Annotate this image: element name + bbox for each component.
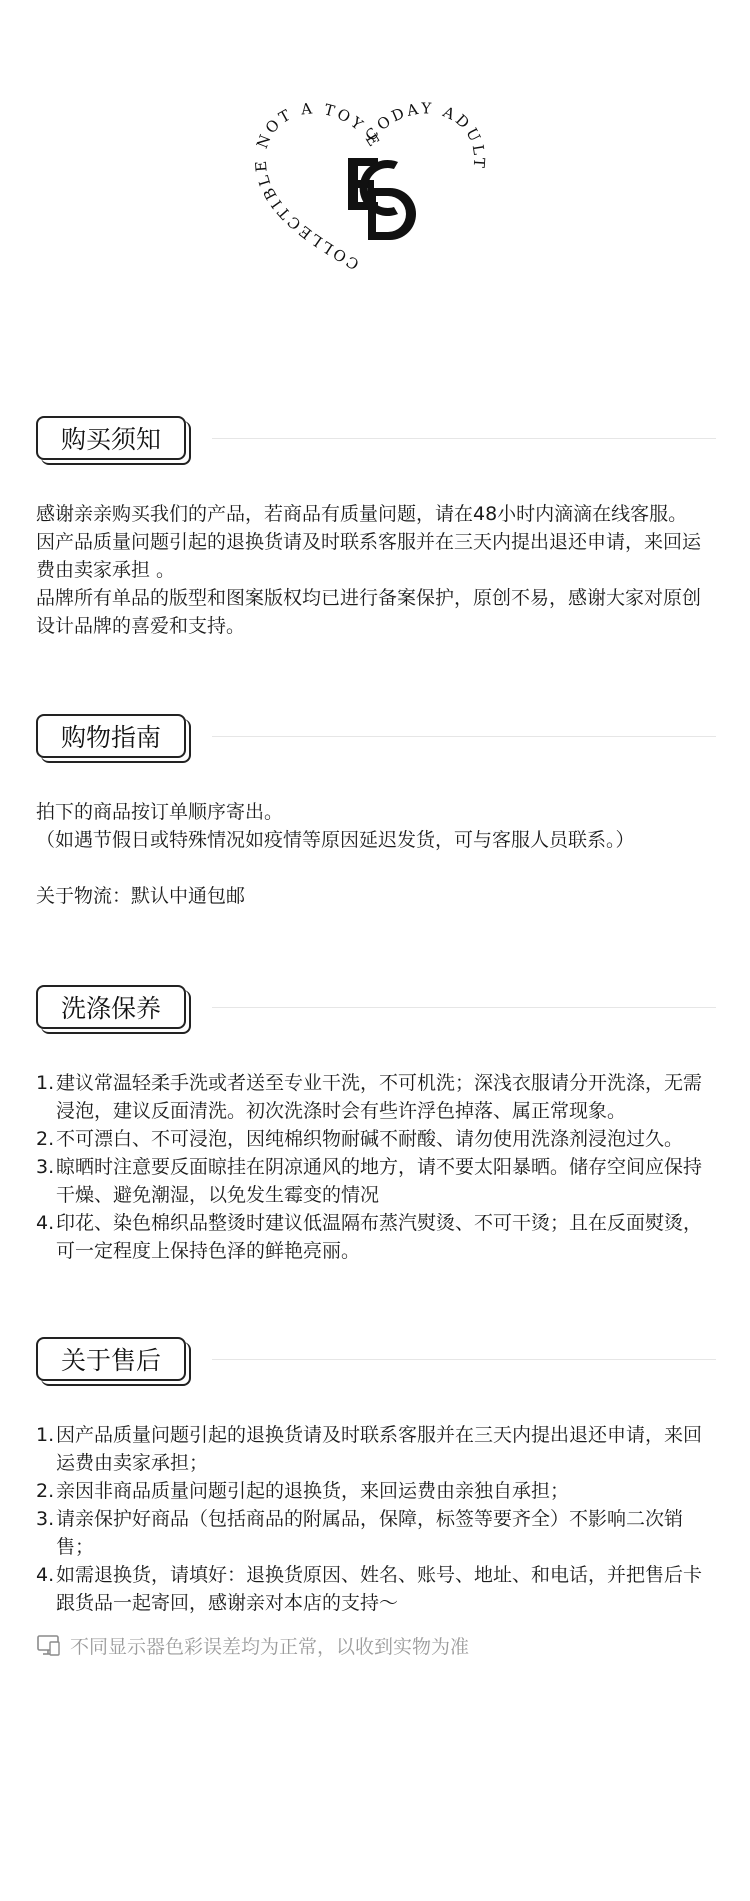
list-item: 2. 亲因非商品质量问题引起的退换货，来回运费由亲独自承担； xyxy=(36,1480,570,1502)
divider xyxy=(212,1007,716,1008)
list-item: 2. 不可漂白、不可浸泡，因纯棉织物耐碱不耐酸、请勿使用洗涤剂浸泡过久。 xyxy=(36,1128,684,1150)
section-body xyxy=(36,1421,716,1617)
list-item: 3. 晾晒时注意要反面晾挂在阴凉通风的地方，请不要太阳暴晒。储存空间应保持干燥、避免潮湿，以免发生霉变的情况 xyxy=(36,1156,703,1206)
list-item: 3. 请亲保护好商品（包括商品的附属品，保障，标签等要齐全）不影响二次销售； xyxy=(36,1508,684,1558)
section-washing-care xyxy=(36,985,716,1265)
paragraph: 感谢亲亲购买我们的产品，若商品有质量问题，请在48小时内滴滴在线客服。 xyxy=(36,503,688,525)
list-item: 1. 建议常温轻柔手洗或者送至专业干洗，不可机洗；深浅衣服请分开洗涤，无需浸泡，建议反面清洗。初次洗涤时会有些许浮色掉落、属正常现象。 xyxy=(36,1072,703,1122)
section-title: 关于售后 xyxy=(36,1337,186,1381)
paragraph: （如遇节假日或特殊情况如疫情等原因延迟发货，可与客服人员联系。） xyxy=(36,829,635,851)
section-header xyxy=(36,714,716,762)
section-purchase-notice xyxy=(36,416,716,640)
section-header xyxy=(36,1337,716,1385)
divider xyxy=(212,1359,716,1360)
paragraph: 因产品质量问题引起的退换货请及时联系客服并在三天内提出退还申请，来回运费由卖家承担 。 xyxy=(36,531,702,581)
section-body xyxy=(36,1069,716,1265)
section-body xyxy=(36,798,716,910)
paragraph: 拍下的商品按订单顺序寄出。 xyxy=(36,801,284,823)
list-item: 4. 印花、染色棉织品整烫时建议低温隔布蒸汽熨烫、不可干烫；且在反面熨烫，可一定程度上保持色泽的鲜艳亮丽。 xyxy=(36,1212,703,1262)
heart-logo-icon xyxy=(250,100,490,280)
section-header xyxy=(36,985,716,1033)
monitor-icon xyxy=(36,1634,60,1658)
list-item: 4. 如需退换货，请填好：退换货原因、姓名、账号、地址、和电话，并把售后卡跟货品一起寄回，感谢亲对本店的支持～ xyxy=(36,1564,703,1614)
brand-logo xyxy=(250,100,490,280)
section-title: 洗涤保养 xyxy=(36,985,186,1029)
paragraph: 品牌所有单品的版型和图案版权均已进行备案保护，原创不易，感谢大家对原创设计品牌的喜爱和支持。 xyxy=(36,587,702,637)
list-item: 1. 因产品质量问题引起的退换货请及时联系客服并在三天内提出退还申请，来回运费由卖家承担； xyxy=(36,1424,703,1474)
section-header xyxy=(36,416,716,464)
logo-arc-text: COLLECTIBLE NOT A TOY ECODAY ADULT xyxy=(251,100,489,274)
color-disclaimer xyxy=(36,1632,469,1659)
section-shopping-guide xyxy=(36,714,716,910)
disclaimer-text: 不同显示器色彩误差均为正常，以收到实物为准 xyxy=(70,1636,470,1658)
section-title: 购买须知 xyxy=(36,416,186,460)
section-body xyxy=(36,500,716,640)
divider xyxy=(212,438,716,439)
paragraph: 关于物流：默认中通包邮 xyxy=(36,885,246,907)
section-after-sales xyxy=(36,1337,716,1617)
divider xyxy=(212,736,716,737)
section-title: 购物指南 xyxy=(36,714,186,758)
